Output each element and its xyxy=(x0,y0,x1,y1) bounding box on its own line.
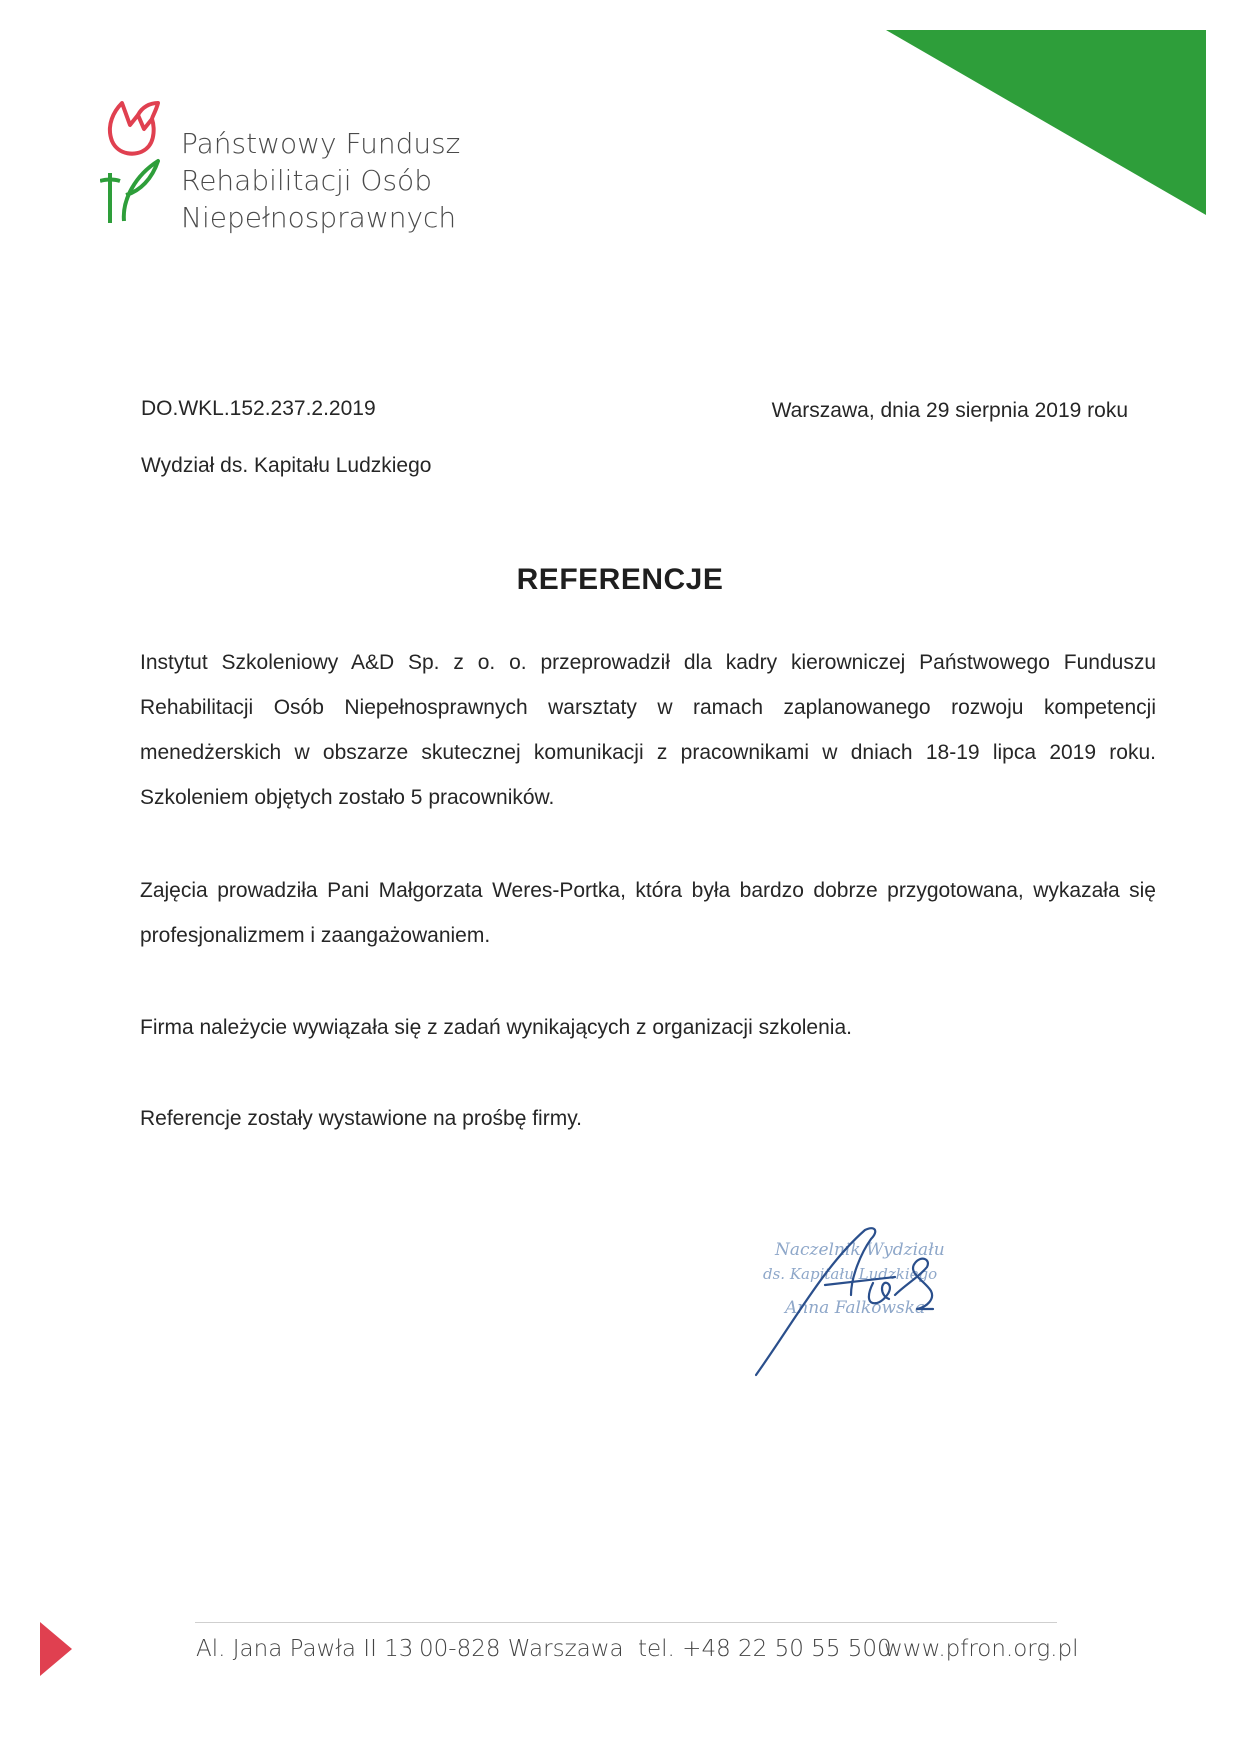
red-triangle xyxy=(40,1622,72,1676)
department: Wydział ds. Kapitału Ludzkiego xyxy=(141,454,432,477)
footer-divider xyxy=(195,1622,1057,1623)
stamp-line-3: Anna Falkowska xyxy=(785,1298,926,1318)
signature-stamp xyxy=(755,1225,985,1380)
org-name-line-2: Rehabilitacji Osób xyxy=(181,164,432,197)
stamp-line-1: Naczelnik Wydziału xyxy=(775,1240,945,1260)
paragraph-3: Firma należycie wywiązała się z zadań wynikających z organizacji szkolenia. xyxy=(140,1016,852,1039)
paragraph-4: Referencje zostały wystawione na prośbę firmy. xyxy=(140,1107,582,1130)
reference-number: DO.WKL.152.237.2.2019 xyxy=(141,397,376,420)
place-date: Warszawa, dnia 29 sierpnia 2019 roku xyxy=(771,399,1128,422)
paragraph-1: Instytut Szkoleniowy A&D Sp. z o. o. przeprowadził dla kadry kierowniczej Państwowego Funduszu Rehabilitacji Osób Niepełnosprawnych warsztaty w ramach zaplanowanego rozwoju kompetencji menedżerskich w obszarze skutecznej komunikacji z pracownikami w dniach 18-19 lipca 2019 roku. Szkoleniem objętych zostało 5 pracowników. xyxy=(140,651,1156,809)
organization-name xyxy=(181,125,460,236)
stamp-line-2: ds. Kapitału Ludzkiego xyxy=(763,1265,938,1283)
green-corner-triangle xyxy=(886,30,1206,215)
document-title: REFERENCJE xyxy=(516,563,724,596)
org-name-line-1: Państwowy Fundusz xyxy=(181,127,461,160)
tulip-icon xyxy=(100,95,172,229)
footer-phone: tel. +48 22 50 55 500 xyxy=(638,1636,892,1662)
org-name-line-3: Niepełnosprawnych xyxy=(181,201,457,234)
footer-address: Al. Jana Pawła II 13 xyxy=(196,1636,414,1662)
footer-city: 00-828 Warszawa xyxy=(419,1636,624,1662)
footer-website: www.pfron.org.pl xyxy=(884,1636,1079,1662)
paragraph-2: Zajęcia prowadziła Pani Małgorzata Weres-Portka, która była bardzo dobrze przygotowana, wykazała się profesjonalizmem i zaangażowaniem. xyxy=(140,879,1156,947)
